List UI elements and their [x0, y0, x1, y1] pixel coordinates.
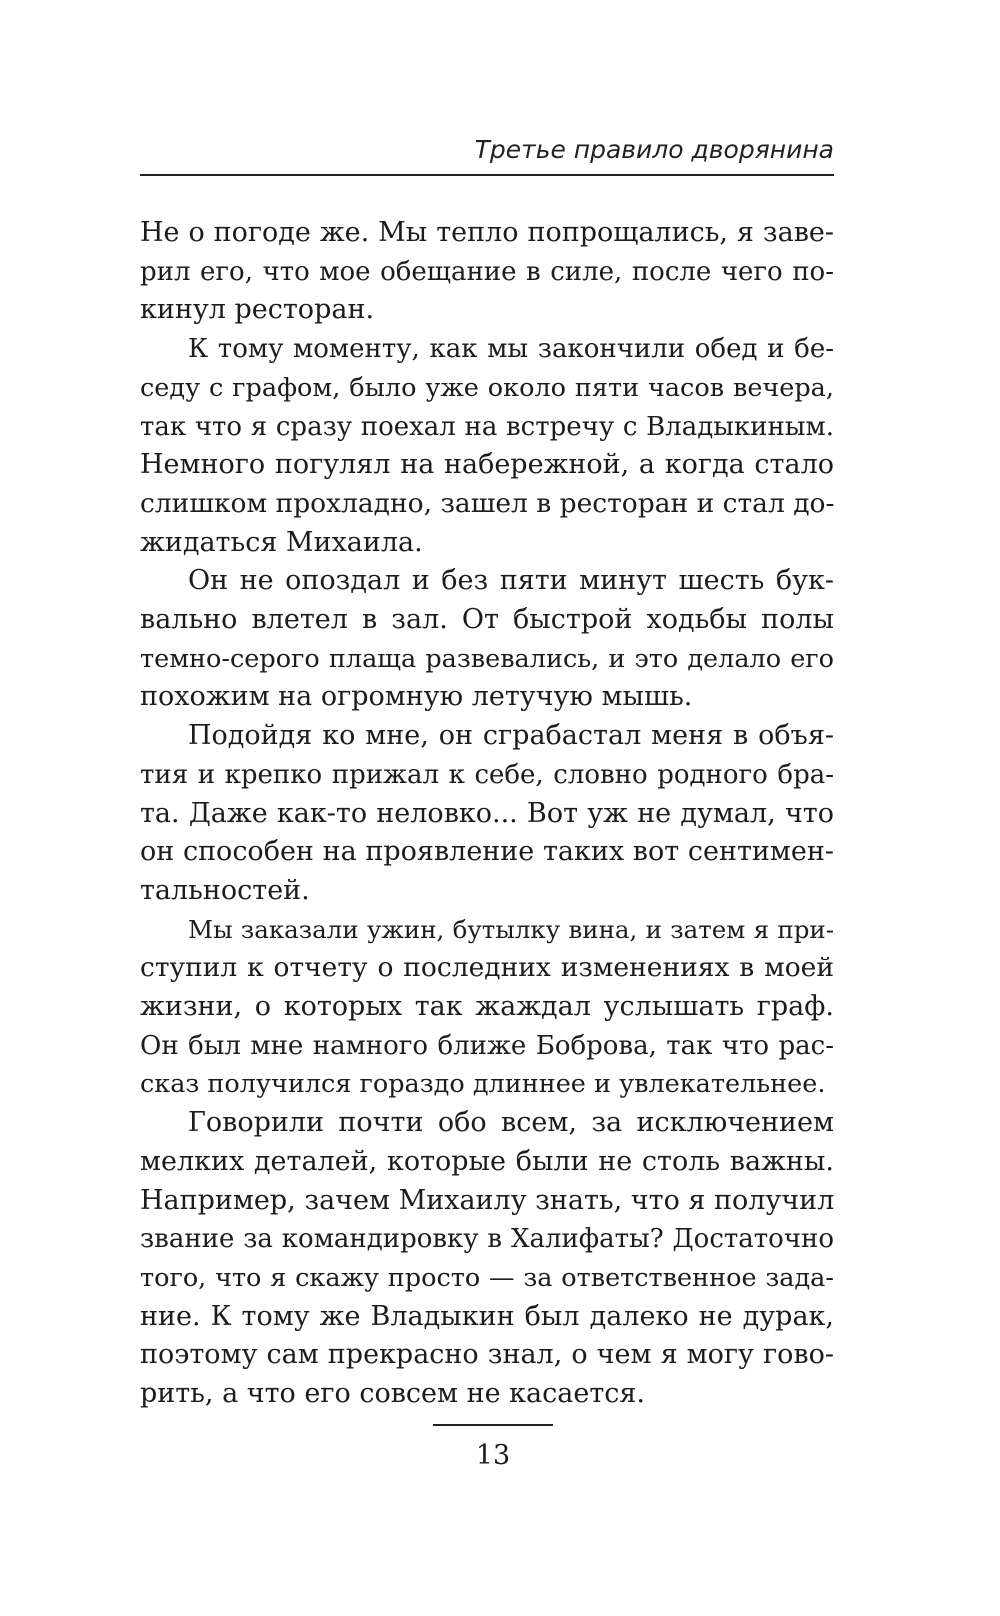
text-line: вально влетел в зал. От быстрой ходьбы полы: [140, 604, 834, 636]
folio-rule: [433, 1424, 553, 1426]
text-line: седу с графом, было уже около пяти часов вечера,: [140, 372, 834, 403]
paragraph: [140, 911, 834, 1105]
text-line: звание за командировку в Халифаты? Достаточно: [140, 1224, 834, 1255]
text-line: жидаться Михаила.: [140, 526, 423, 558]
text-line: Немного погулял на набережной, а когда стало: [140, 449, 834, 481]
paragraph: [140, 1104, 834, 1414]
text-line: темно-серого плаща развевались, и это делало его: [140, 643, 834, 674]
paragraph: [140, 330, 834, 562]
paragraph: [140, 562, 834, 717]
text-line: тальностей.: [140, 874, 310, 906]
text-line: ние. К тому же Владыкин был далеко не дурак,: [140, 1300, 834, 1332]
text-line: Например, зачем Михаилу знать, что я получил: [140, 1184, 835, 1216]
text-line: того, что я скажу просто — за ответственное зада-: [140, 1262, 834, 1293]
text-line: Говорили почти обо всем, за исключением: [188, 1107, 834, 1139]
text-line: сказ получился гораздо длиннее и увлекательнее.: [140, 1069, 826, 1100]
text-line: рил его, что мое обещание в силе, после чего по-: [140, 256, 834, 287]
text-line: та. Даже как-то неловко... Вот уж не думал, что: [140, 797, 834, 829]
text-line: жизни, о которых так жаждал услышать граф.: [140, 991, 834, 1023]
text-line: рить, а что его совсем не касается.: [140, 1378, 646, 1410]
text-line: тия и крепко прижал к себе, словно родного бра-: [140, 759, 834, 790]
header-rule: [140, 174, 834, 176]
body-text: [140, 214, 834, 1414]
page-number: 13: [475, 1440, 511, 1471]
paragraph: [140, 717, 834, 911]
text-line: мелких деталей, которые были не столь важны.: [140, 1145, 834, 1177]
text-line: Он не опоздал и без пяти минут шесть бук-: [188, 565, 834, 597]
text-line: Не о погоде же. Мы тепло попрощались, я заве-: [140, 217, 834, 248]
text-line: кинул ресторан.: [140, 294, 375, 326]
text-line: Подойдя ко мне, он сграбастал меня в объя-: [188, 720, 834, 752]
text-line: слишком прохладно, зашел в ресторан и стал до-: [140, 487, 835, 519]
text-line: Он был мне намного ближе Боброва, так что рас-: [140, 1030, 834, 1061]
text-line: похожим на огромную летучую мышь.: [140, 681, 693, 713]
text-line: поэтому сам прекрасно знал, о чем я могу гово-: [140, 1339, 834, 1371]
text-line: ступил к отчету о последних изменениях в моей: [140, 952, 834, 984]
paragraph: [140, 214, 834, 330]
text-line: Мы заказали ужин, бутылку вина, и затем я при-: [188, 914, 834, 944]
text-line: К тому моменту, как мы закончили обед и бе-: [188, 334, 834, 365]
text-line: так что я сразу поехал на встречу с Владыкиным.: [140, 411, 834, 442]
text-line: он способен на проявление таких вот сентимен-: [140, 836, 834, 868]
running-head: Третье правило дворянина: [474, 135, 834, 164]
